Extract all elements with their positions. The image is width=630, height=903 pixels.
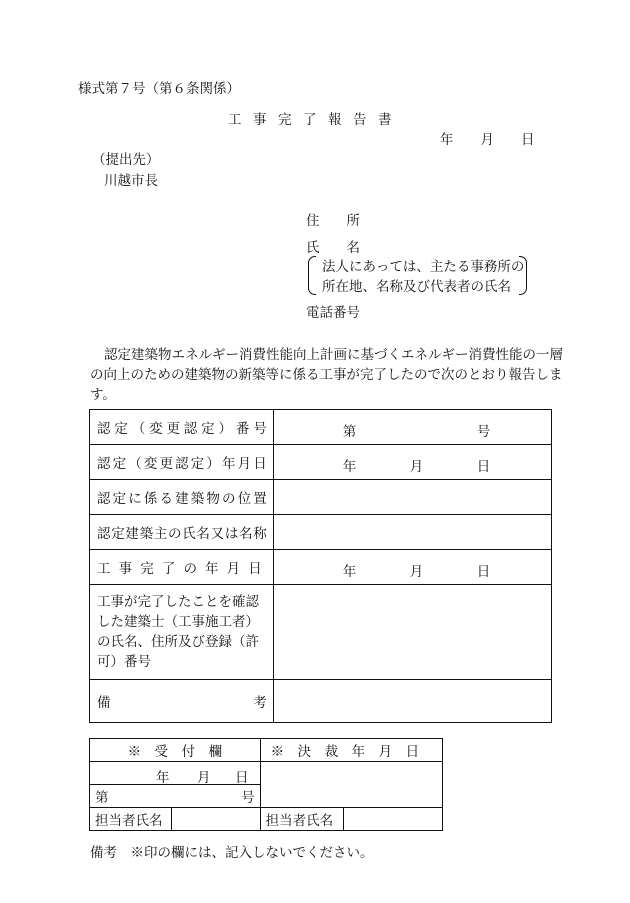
row-label — [90, 410, 274, 445]
month-unit: 月 — [197, 770, 211, 786]
remarks-field[interactable] — [273, 680, 551, 723]
phone-label: 電話番号 — [306, 305, 360, 321]
footer-remarks: 備考 ※印の欄には、記入しないでください。 — [90, 845, 374, 861]
address-label: 住 所 — [306, 213, 360, 229]
date-day-unit: 日 — [521, 132, 535, 148]
table-row — [90, 445, 552, 480]
row-label — [90, 480, 274, 515]
table-row — [90, 808, 443, 831]
row-label — [90, 550, 274, 585]
date-month-unit: 月 — [480, 132, 494, 148]
month-unit: 月 — [409, 564, 424, 580]
table-row — [90, 480, 552, 515]
row-label — [90, 585, 274, 680]
year-unit: 年 — [342, 564, 357, 580]
table-row — [90, 550, 552, 585]
month-unit: 月 — [409, 459, 424, 475]
approval-date-field[interactable] — [273, 445, 551, 480]
table-row — [90, 680, 552, 723]
completion-date-label: 工 事 完 了 の 年 月 日 — [97, 561, 267, 577]
name-label: 氏 名 — [306, 240, 360, 256]
reception-staff-field[interactable] — [172, 808, 260, 831]
year-unit: 年 — [156, 770, 170, 786]
report-table — [89, 409, 552, 723]
reception-staff-label: 担当者氏名 — [90, 808, 172, 831]
reception-number-cell[interactable] — [90, 785, 261, 808]
builder-name-field[interactable] — [273, 515, 551, 550]
building-location-field[interactable] — [273, 480, 551, 515]
day-unit: 日 — [476, 564, 491, 580]
left-bracket — [308, 256, 316, 295]
decision-date-cell[interactable] — [260, 762, 442, 808]
approval-number-field[interactable] — [273, 410, 551, 445]
addressee-label: （提出先） — [92, 152, 160, 168]
corp-note-line-2: 所在地、名称及び代表者の氏名 — [322, 279, 511, 295]
number-prefix: 第 — [342, 424, 357, 440]
year-unit: 年 — [342, 459, 357, 475]
table-row — [90, 585, 552, 680]
builder-name-label: 認 定 建 築 主 の 氏 名 又 は 名 称 — [97, 526, 267, 542]
number-suffix: 号 — [476, 424, 491, 440]
decision-staff-field[interactable] — [343, 808, 442, 831]
number-prefix: 第 — [95, 790, 109, 806]
form-number: 様式第７号（第６条関係） — [78, 81, 240, 97]
completion-date-field[interactable] — [273, 550, 551, 585]
table-row — [90, 739, 443, 762]
corporation-note — [308, 256, 527, 295]
office-use-table — [89, 738, 443, 831]
reception-header: ※ 受 付 欄 — [90, 739, 261, 762]
reception-number — [90, 786, 260, 806]
remarks-label: 備 考 — [97, 695, 267, 711]
corp-note-line-1: 法人にあっては、主たる事務所の — [322, 259, 525, 275]
architect-info-label: 工事が完了したことを確認した建築士（工事施工者）の氏名、住所及び登録（許可）番号 — [97, 594, 259, 670]
reception-date-cell[interactable] — [90, 762, 261, 785]
decision-date-header: ※ 決 裁 年 月 日 — [260, 739, 442, 762]
building-location-label: 認 定 に 係 る 建 築 物 の 位 置 — [97, 491, 267, 507]
table-row — [90, 515, 552, 550]
row-label — [90, 445, 274, 480]
document-title: 工事完了報告書 — [228, 112, 403, 128]
addressee-name: 川越市長 — [104, 173, 158, 189]
date-year-unit: 年 — [440, 132, 454, 148]
day-unit: 日 — [476, 459, 491, 475]
row-label — [90, 515, 274, 550]
decision-staff-label: 担当者氏名 — [260, 808, 343, 831]
table-row — [90, 762, 443, 785]
table-row — [90, 410, 552, 445]
submission-date — [440, 134, 535, 148]
approval-date-label: 認 定 （ 変 更 認 定 ） 年 月 日 — [97, 456, 267, 472]
approval-number-label: 認 定 （ 変 更 認 定 ） 番 号 — [97, 421, 267, 437]
number-suffix: 号 — [241, 790, 255, 806]
architect-info-field[interactable] — [273, 585, 551, 680]
row-label — [90, 680, 274, 723]
intro-paragraph: 認定建築物エネルギー消費性能向上計画に基づくエネルギー消費性能の一層の向上のための建築物の新築等に係る工事が完了したので次のとおり報告します。 — [90, 347, 563, 403]
day-unit: 日 — [235, 770, 249, 786]
